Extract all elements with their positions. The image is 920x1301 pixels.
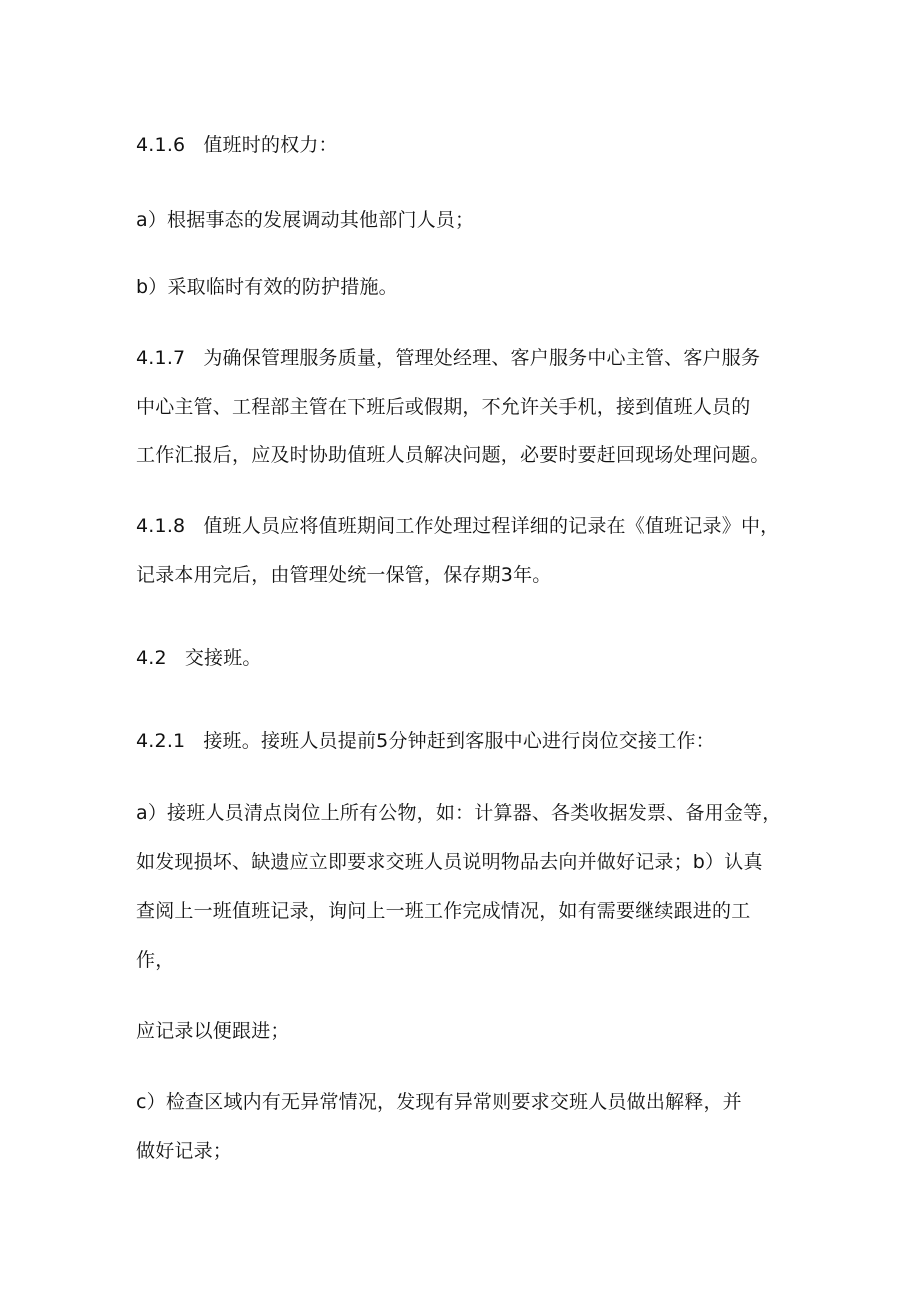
paragraph-line — [136, 800, 781, 826]
paragraph-line — [136, 849, 763, 875]
clause-number: 4.1.6 — [136, 134, 186, 156]
clause-number: 4.2.1 — [136, 730, 186, 752]
paragraph-line — [136, 442, 770, 468]
clause-text: 接班。接班人员提前5分钟赶到客服中心进行岗位交接工作： — [203, 730, 715, 752]
paragraph-line — [136, 947, 174, 973]
paragraph-line — [136, 898, 750, 924]
line-text: 做好记录； — [136, 1140, 233, 1162]
clause-text: 值班时的权力： — [203, 134, 338, 156]
paragraph-line — [136, 1089, 742, 1115]
line-text: 中心主管、工程部主管在下班后或假期，不允许关手机，接到值班人员的 — [136, 396, 751, 418]
line-text: 如发现损坏、缺遗应立即要求交班人员说明物品去向并做好记录；b）认真 — [136, 851, 763, 873]
clause-number: 4.1.8 — [136, 515, 186, 537]
line-text: c）检查区域内有无异常情况，发现有异常则要求交班人员做出解释，并 — [136, 1091, 742, 1113]
clause-text: 交接班。 — [184, 647, 262, 669]
paragraph-line — [136, 394, 750, 420]
paragraph-line — [136, 274, 398, 300]
section-4-2 — [136, 645, 262, 671]
clause-4-2-1 — [136, 728, 715, 754]
clause-number: 4.2 — [136, 647, 167, 669]
line-text: b）采取临时有效的防护措施。 — [136, 276, 398, 298]
line-text: 作， — [136, 949, 175, 971]
clause-4-1-6 — [136, 132, 338, 158]
clause-text: 值班人员应将值班期间工作处理过程详细的记录在《值班记录》中， — [203, 515, 780, 537]
paragraph-line — [136, 207, 474, 233]
clause-4-1-8 — [136, 513, 779, 539]
line-text: 应记录以便跟进； — [136, 1020, 290, 1042]
line-text: 记录本用完后，由管理处统一保管，保存期3年。 — [136, 564, 552, 586]
line-text: a）接班人员清点岗位上所有公物，如：计算器、各类收据发票、备用金等， — [136, 802, 782, 824]
line-text: 工作汇报后，应及时协助值班人员解决问题，必要时要赶回现场处理问题。 — [136, 444, 770, 466]
clause-text: 为确保管理服务质量，管理处经理、客户服务中心主管、客户服务 — [203, 347, 761, 369]
clause-number: 4.1.7 — [136, 347, 186, 369]
line-text: a）根据事态的发展调动其他部门人员； — [136, 209, 475, 231]
paragraph-line — [136, 1018, 290, 1044]
paragraph-line — [136, 1138, 232, 1164]
clause-4-1-7 — [136, 345, 760, 371]
line-text: 查阅上一班值班记录，询问上一班工作完成情况，如有需要继续跟进的工 — [136, 900, 751, 922]
paragraph-line — [136, 562, 552, 588]
